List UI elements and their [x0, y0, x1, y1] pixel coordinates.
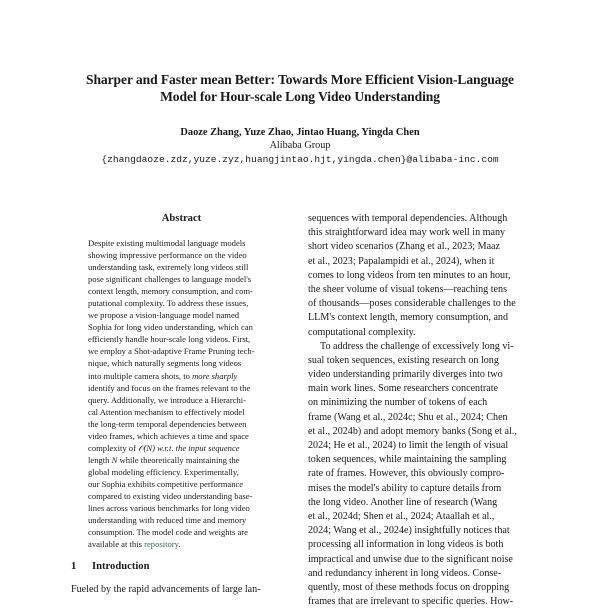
author-list: Daoze Zhang, Yuze Zhao, Jintao Huang, Yingda Chen	[180, 127, 420, 138]
abstract-line: the long-term temporal dependencies between	[88, 418, 247, 429]
title-line-1: Sharper and Faster mean Better: Towards More Efficient Vision-Language	[86, 72, 514, 87]
body-line: token sequences, while maintaining the sampling	[308, 454, 507, 466]
abstract-text: .	[178, 539, 181, 550]
body-line: on minimizing the number of tokens of each	[308, 397, 488, 409]
complexity-formula: 𝒪(N)	[138, 442, 156, 453]
abstract-text: w.r.t. the input sequence	[157, 442, 240, 453]
abstract-text: length	[88, 454, 110, 465]
abstract-line: our Sophia exhibits competitive performance	[88, 478, 244, 489]
section-number: 1	[71, 561, 77, 572]
section-heading-introduction	[71, 560, 150, 573]
abstract-line: putational complexity. To address these issues,	[88, 298, 249, 309]
abstract-line	[88, 454, 280, 466]
body-line: short video scenarios (Zhang et al., 2023; Maaz	[308, 241, 501, 253]
abstract-text: complexity of	[88, 442, 136, 453]
abstract-line: we propose a vision-language model named	[88, 310, 240, 321]
abstract-line: query. Additionally, we introduce a Hierarchi-	[88, 394, 247, 405]
abstract-line: consumption. The model code and weights are	[88, 527, 248, 538]
body-line: this straightforward idea may work well in many	[308, 227, 506, 239]
abstract-line: Sophia for long video understanding, which can	[88, 322, 253, 333]
abstract-line: lines across various benchmarks for long video	[88, 503, 250, 514]
abstract-heading: Abstract	[161, 213, 202, 224]
body-line: sequences with temporal dependencies. Although	[308, 213, 508, 224]
abstract-line: nique, which naturally segments long videos	[88, 358, 242, 369]
body-line: the sheer volume of visual tokens—reaching tens	[308, 283, 508, 295]
repository-link[interactable]: repository	[144, 539, 179, 550]
right-column-body	[308, 212, 530, 609]
abstract-line: Despite existing multimodal language models	[88, 238, 246, 248]
abstract-line: understanding task, extremely long videos still	[88, 262, 249, 273]
body-line: of thousands—poses considerable challenges to the	[308, 298, 516, 310]
body-line: frame (Wang et al., 2024c; Shu et al., 2024; Chen	[308, 411, 508, 423]
body-line: processing all information in long videos is both	[308, 539, 504, 551]
abstract-line: we employ a Shot-adaptive Frame Pruning tech-	[88, 346, 255, 357]
body-line: 2024; Wang et al., 2024e) insightfully notices that	[308, 525, 510, 537]
abstract-line: compared to existing video understanding base-	[88, 490, 253, 501]
body-line: LLM's context length, memory consumption, and	[308, 312, 509, 324]
abstract-line	[88, 370, 280, 382]
abstract-line: efficiently handle hour-scale long videos. First,	[88, 334, 251, 345]
body-line: et al., 2024d; Shen et al., 2024; Ataallah et al.,	[308, 510, 495, 522]
abstract-line: video frames, which achieves a time and space	[88, 430, 249, 441]
body-line: comes to long videos from ten minutes to an hour,	[308, 269, 511, 281]
body-line: rate of frames. However, this obviously compro-	[308, 468, 505, 480]
author-emails: {zhangdaoze.zdz,yuze.zyz,huangjintao.hjt,yingda.chen}@alibaba-inc.com	[101, 154, 499, 165]
affiliation: Alibaba Group	[269, 140, 331, 151]
title-line-2: Model for Hour-scale Long Video Understanding	[160, 89, 440, 104]
body-line: main work lines. Some researchers concentrate	[308, 383, 499, 395]
abstract-line: context length, memory consumption, and com-	[88, 286, 253, 297]
abstract-text: available at this	[88, 539, 142, 550]
abstract-line: pose significant challenges to language model's	[88, 274, 252, 285]
body-line: mises the model's ability to capture details from	[308, 482, 502, 494]
body-line: 2024; He et al., 2024) to limit the length of visual	[308, 440, 509, 451]
variable-n: N	[111, 454, 118, 465]
abstract-line	[88, 538, 280, 550]
body-line: et al., 2023; Papalampidi et al., 2024), when it	[308, 255, 495, 267]
abstract-line: identify and focus on the frames relevant to the	[88, 382, 251, 393]
emphasis-more-sharply: more sharply	[192, 370, 238, 381]
body-line: impractical and unwise due to the significant noise	[308, 553, 513, 565]
paper-title	[40, 71, 560, 105]
intro-line: Fueled by the rapid advancements of large lan-	[71, 584, 261, 595]
introduction-body	[71, 583, 297, 597]
body-line: et al., 2024b) and adopt memory banks (Song et al.,	[308, 425, 517, 437]
abstract-line: cal Attention mechanism to effectively model	[88, 406, 245, 417]
abstract-text: while theoretically maintaining the	[119, 454, 240, 465]
body-line: sual token sequences, existing research on long	[308, 354, 499, 366]
body-line: computational complexity.	[308, 326, 416, 338]
abstract-line: global modeling efficiency. Experimentally,	[88, 466, 239, 477]
body-line: To address the challenge of excessively long vi-	[320, 340, 514, 352]
body-line: the long video. Another line of research (Wang	[308, 496, 498, 508]
abstract-line: understanding with reduced time and memory	[88, 515, 247, 526]
section-title: Introduction	[92, 561, 150, 572]
abstract-text: into multiple camera shots, to	[88, 370, 190, 381]
body-line: frames that are irrelevant to specific queries. How-	[308, 596, 514, 608]
body-line: and redundancy inherent in long videos. Conse-	[308, 567, 502, 579]
body-line: video understanding primarily diverges into two	[308, 369, 503, 381]
abstract-line: showing impressive performance on the video	[88, 250, 247, 261]
abstract-body	[88, 237, 280, 550]
abstract-line	[88, 442, 280, 454]
body-line: quently, most of these methods focus on dropping	[308, 581, 510, 593]
